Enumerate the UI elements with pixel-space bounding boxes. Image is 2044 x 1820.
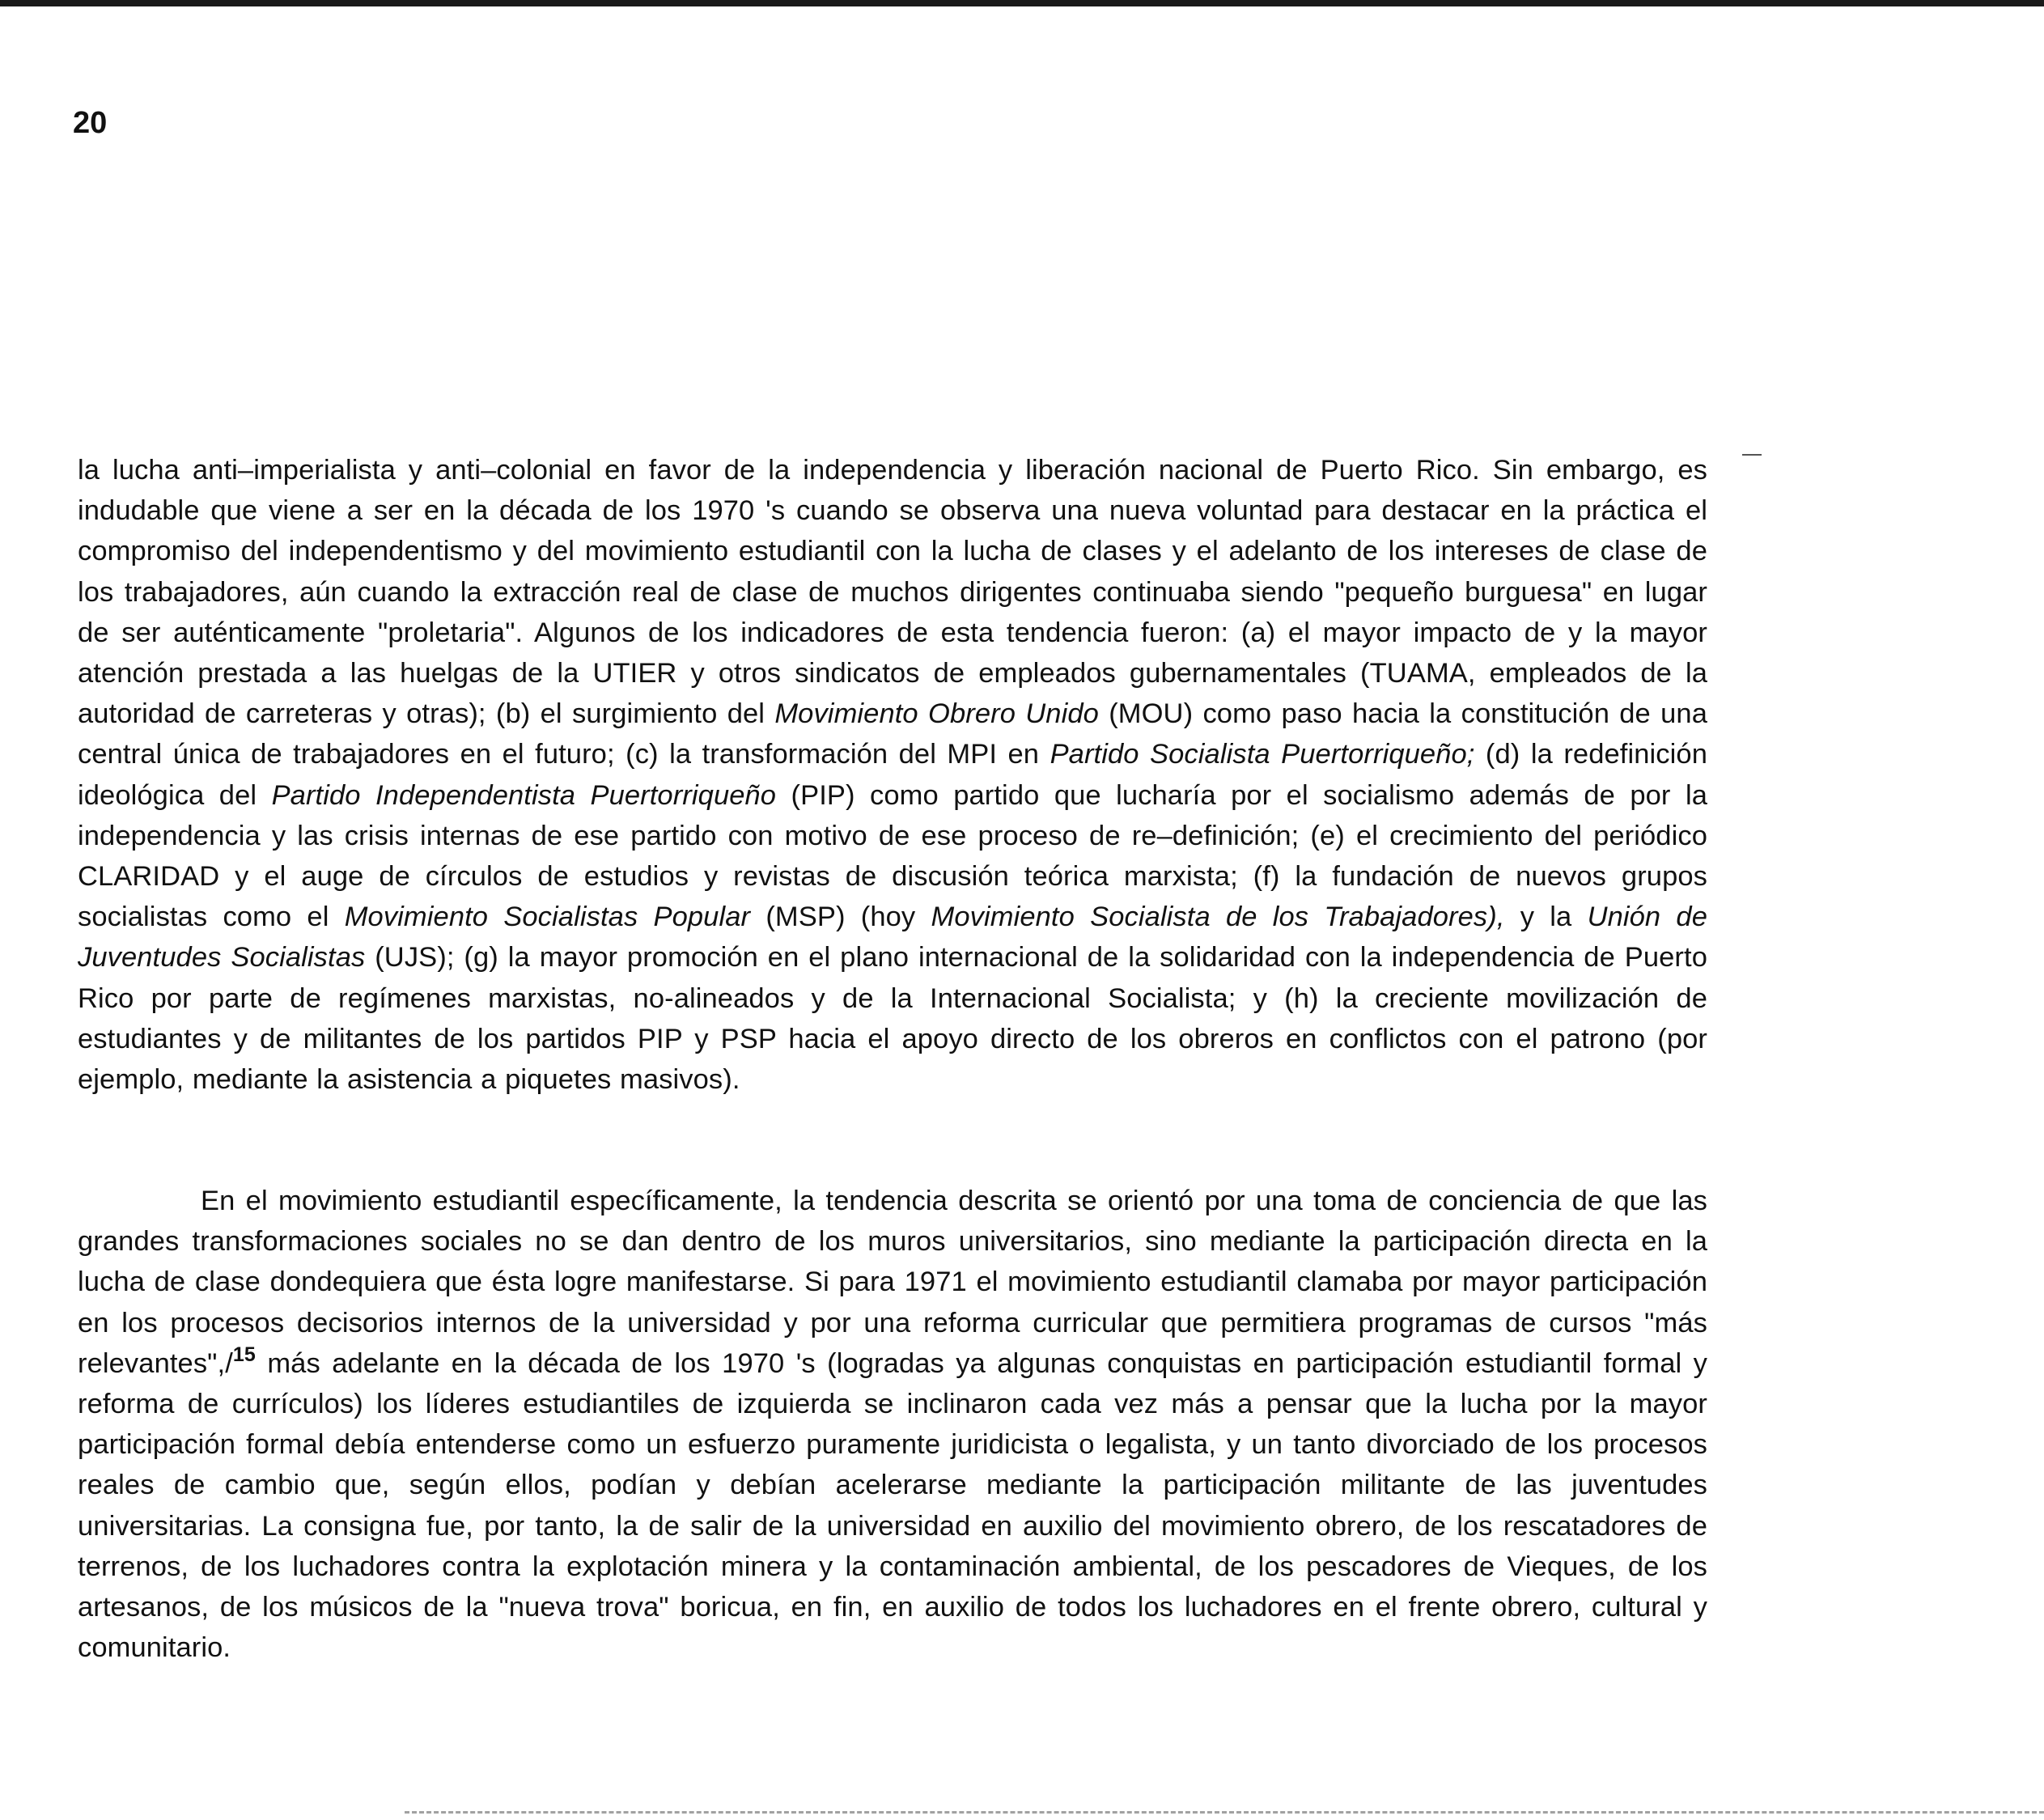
paragraph-2-text: más adelante en la década de los 1970 's (logradas ya algunas conquistas en participación estudiantil formal y reforma de currículos) los líderes estudiantiles de izquierda se inclinaron cada vez más a pensar que la lucha por la mayor participación formal debía entenderse como un esfuerzo puramente juridicista o legalista, y un tanto divorciado de los procesos reales de cambio que, según ellos, podían y debían acelerarse mediante la participación militante de las juventudes universitarias. La consigna fue, por tanto, la de salir de la universidad en auxilio del movimiento obrero, de los rescatadores de terrenos, de los luchadores contra la explotación minera y la contaminación ambiental, de los pescadores de Vieques, de los artesanos, de los músicos de la "nueva trova" boricua, en fin, en auxilio de todos los luchadores en el frente obrero, cultural y comunitario. [78, 1347, 1707, 1664]
margin-mark [1742, 454, 1762, 456]
italic-movimiento-obrero-unido: Movimiento Obrero Unido [774, 698, 1099, 730]
paragraph-1-text: la lucha anti–imperialista y anti–colonial en favor de la independencia y liberación nacional de Puerto Rico. Sin embargo, es indudable que viene a ser en la década de los 1970 's cuando se observa una nueva voluntad para destacar en la práctica el compromiso del independentismo y del movimiento estudiantil con la lucha de clases y el adelanto de los intereses de clase de los trabajadores, aún cuando la extracción real de clase de muchos dirigentes continuaba siendo "pequeño burguesa" en lugar de ser auténticamente "proletaria". Algunos de los indicadores de esta tendencia fueron: (a) el mayor impacto de y la mayor atención prestada a las huelgas de la UTIER y otros sindicatos de empleados gubernamentales (TUAMA, empleados de la autoridad de carreteras y otras); (b) el surgimiento del [78, 455, 1707, 730]
footnote-reference: 15 [232, 1343, 256, 1366]
paragraph-1-text: (PIP) como partido que lucharía por el socialismo además de por la independencia y las crisis internas de ese partido con motivo de ese proceso de re–definición; (e) el crecimiento del periódico CLARIDAD y el auge de círculos de estudios y revistas de discusión teórica marxista; (f) la fundación de nuevos grupos socialistas como el [78, 779, 1707, 933]
paragraph-1-text: (MSP) (hoy [750, 902, 931, 933]
paragraph-1-text: (MOU) como paso hacia la constitución de una central única de trabajadores en el futuro; (c) la transformación del MPI en [78, 698, 1707, 770]
page-number: 20 [73, 106, 108, 140]
bottom-border-rule [405, 1811, 2044, 1814]
paragraph-1 [78, 450, 1707, 1100]
paragraph-1-text: (UJS); (g) la mayor promoción en el plano internacional de la solidaridad con la independencia de Puerto Rico por parte de regímenes marxistas, no-alineados y de la Internacional Socialista; y (h) la creciente movilización de estudiantes y de militantes de los partidos PIP y PSP hacia el apoyo directo de los obreros en conflictos con el patrono (por ejemplo, mediante la asistencia a piquetes masivos). [78, 942, 1707, 1096]
paragraph-1-text: (d) la redefinición ideológica del [78, 739, 1707, 811]
italic-partido-independentista: Partido Independentista Puertorriqueño [271, 779, 777, 811]
paragraph-1-text: y la [1504, 902, 1588, 933]
paragraph-2 [78, 1181, 1707, 1668]
italic-partido-socialista: Partido Socialista Puertorriqueño; [1050, 739, 1475, 770]
italic-movimiento-socialista-trabajadores: Movimiento Socialista de los Trabajadores), [931, 902, 1505, 933]
paragraph-2-text: En el movimiento estudiantil específicamente, la tendencia descrita se orientó por una toma de conciencia de que las grandes transformaciones sociales no se dan dentro de los muros universitarios, sino mediante la participación directa en la lucha de clase dondequiera que ésta logre manifestarse. Si para 1971 el movimiento estudiantil clamaba por mayor participación en los procesos decisorios internos de la universidad y por una reforma curricular que permitiera programas de cursos "más relevantes",/ [78, 1186, 1707, 1379]
italic-movimiento-socialistas-popular: Movimiento Socialistas Popular [344, 902, 751, 933]
top-border-rule [0, 0, 2044, 6]
italic-union-juventudes-socialistas: Unión de Juventudes Socialistas [78, 902, 1707, 974]
